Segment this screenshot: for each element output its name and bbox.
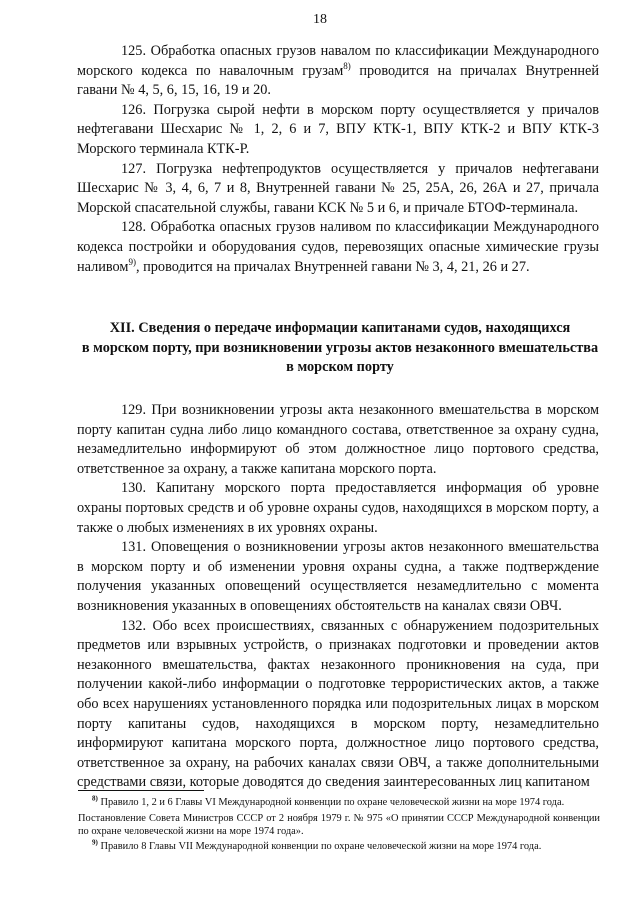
paragraphs-125-128 <box>77 42 599 277</box>
footnote-8 <box>78 796 600 809</box>
paragraph-125: 125. Обработка опасных грузов навалом по классификации Международного морского кодекса по навалочным грузам$^{8)}$ проводится на причалах Внутренней гавани № 4, 5, 6, 15, 16, 19 и 20. <box>77 43 599 99</box>
footnote-8-text: Правило 1, 2 и 6 Главы VI Международной конвенции по охране человеческой жизни на море 1974 года. <box>100 797 565 808</box>
footnote-9-text: Правило 8 Главы VII Международной конвенции по охране человеческой жизни на море 1974 года. <box>100 841 542 852</box>
paragraph-127: 127. Погрузка нефтепродуктов осуществляется у причалов нефтегавани Шесхарис № 3, 4, 6, 7 и 8, Внутренней гавани № 25, 25А, 26, 26А и 27, причала Морской спасательной службы, гавани КСК № 5 и 6, и причале БТОФ-терминала. <box>77 160 599 216</box>
footnote-8-mark: 8) <box>92 794 98 803</box>
paragraph-131: 131. Оповещения о возникновении угрозы актов незаконного вмешательства в морском порту и об изменении уровня охраны судна, а также подтверждение получения указанных оповещений осуществляется незамедлительно с момента возникновения указанных в оповещениях обстоятельств на каналах связи ОВЧ. <box>77 539 599 614</box>
section-heading-line-3: в морском порту <box>286 359 394 376</box>
paragraph-130: 130. Капитану морского порта предоставляется информация об уровне охраны портовых средств и об уровне охраны судов, находящихся в морском порту, а также о любых изменениях в их уровнях охраны. <box>77 480 599 536</box>
page-number: 18 <box>313 12 327 27</box>
paragraph-132: 132. Обо всех происшествиях, связанных с обнаружением подозрительных предметов или взрывных устройств, о признаках подготовки и проведении актов незаконного вмешательства, фактах незаконного проникновения на суда, при получении какой-либо информации о подготовке террористических актов, а также обо всех нарушениях установленного порядка или подозрительных лицах в морском порту капитаны судов, находящихся в морском порту, незамедлительно информируют капитана морского порта, должностное лицо портового средства, ответственное за охрану, на рабочих каналах связи ОВЧ, а также дополнительными средствами связи, которые доводятся до сведения заинтересованных лиц капитаном <box>77 617 599 791</box>
section-heading <box>70 319 610 378</box>
footnote-9-mark: 9) <box>92 838 98 847</box>
footnotes <box>78 796 600 856</box>
footnote-9 <box>78 840 600 853</box>
footnote-separator <box>78 790 204 791</box>
section-heading-line-2: в морском порту, при возникновении угрозы актов незаконного вмешательства <box>81 339 599 356</box>
paragraph-126: 126. Погрузка сырой нефти в морском порту осуществляется у причалов нефтегавани Шесхарис № 1, 2, 6 и 7, ВПУ КТК-1, ВПУ КТК-2 и ВПУ КТК-3 Морского терминала КТК-Р. <box>77 101 599 157</box>
paragraph-129: 129. При возникновении угрозы акта незаконного вмешательства в морском порту капитан судна либо лицо командного состава, ответственное за охрану судна, незамедлительно информируют об этом должностное лицо портового средства, ответственное за охрану, а также капитана морского порта. <box>77 402 599 477</box>
paragraphs-129-132 <box>77 401 599 793</box>
footnote-ref-9: 9) <box>128 256 136 267</box>
footnote-ref-8: 8) <box>343 60 351 71</box>
paragraph-128: 128. Обработка опасных грузов наливом по классификации Международного кодекса постройки и оборудования судов, перевозящих опасные химические грузы наливом$^{9)}$, проводится на причалах Внутренней гавани № 3, 4, 21, 26 и 27. <box>77 219 599 275</box>
footnote-8-continued: Постановление Совета Министров СССР от 2 ноября 1979 г. № 975 «О принятии СССР Международной конвенции по охране человеческой жизни на море 1974 года». <box>78 813 600 837</box>
section-heading-line-1: XII. Сведения о передаче информации капитанами судов, находящихся <box>109 320 571 336</box>
